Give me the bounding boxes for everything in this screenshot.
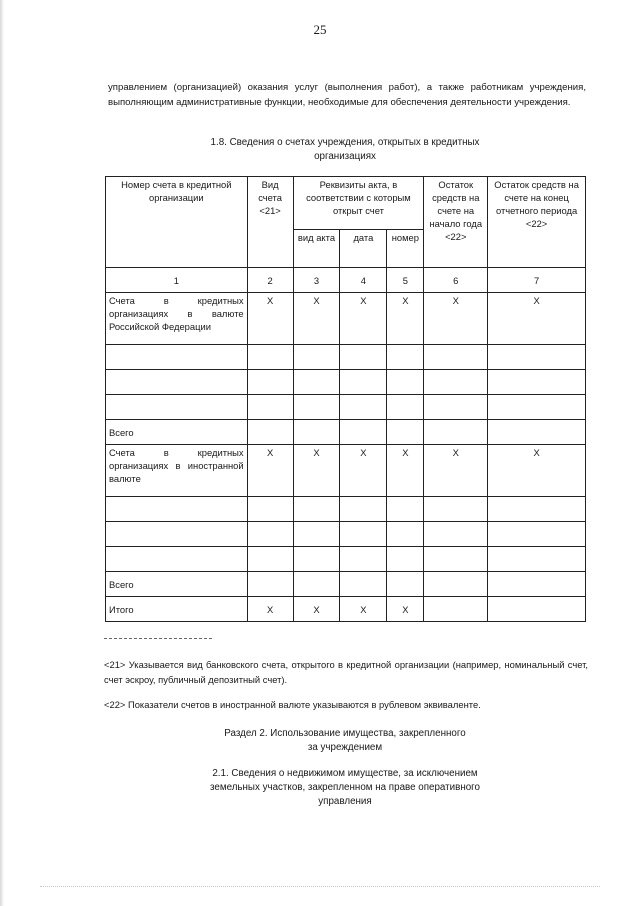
row-label-total: Всего: [106, 420, 248, 445]
mark-x: X: [340, 597, 387, 622]
scan-edge-shadow: [0, 0, 4, 906]
section-1-8-title-line2: организациях: [314, 151, 376, 162]
mark-x: X: [293, 293, 340, 345]
mark-x: X: [424, 293, 488, 345]
table-row-total-foreign: [106, 572, 586, 597]
accounts-table: [105, 176, 586, 622]
table-row-empty: [106, 522, 586, 547]
mark-x: X: [340, 445, 387, 497]
row-label-total: Всего: [106, 572, 248, 597]
table-header-row: [106, 177, 586, 230]
mark-x: X: [340, 293, 387, 345]
table-row-russian-accounts: [106, 293, 586, 345]
page-number: 25: [313, 22, 327, 37]
col-number: 2: [247, 268, 293, 293]
column-numbers-row: [106, 268, 586, 293]
header-balance-end: Остаток средств на счете на конец отчетного периода <22>: [488, 177, 586, 268]
mark-x: X: [424, 445, 488, 497]
row-label-foreign: Счета в кредитных организациях в иностранной валюте: [106, 445, 248, 497]
mark-x: X: [247, 293, 293, 345]
section-1-8-title-line1: 1.8. Сведения о счетах учреждения, открытых в кредитных: [210, 137, 480, 148]
mark-x: X: [387, 293, 424, 345]
table-row-empty: [106, 395, 586, 420]
table-row-empty: [106, 497, 586, 522]
mark-x: X: [293, 597, 340, 622]
section-2-1-title-line2: земельных участков, закрепленном на праве оперативного: [210, 782, 480, 793]
row-label-grand-total: Итого: [106, 597, 248, 622]
section-2-title: [140, 727, 550, 755]
header-balance-start: Остаток средств на счете на начало года <22>: [424, 177, 488, 268]
col-number: 5: [387, 268, 424, 293]
footnote-21: <21> Указывается вид банковского счета, открытого в кредитной организации (например, номинальный счет, счет эскроу, публичный депозитный счет).: [104, 659, 588, 685]
mark-x: X: [488, 445, 586, 497]
header-act-type: вид акта: [293, 230, 340, 268]
table-row-foreign-accounts: [106, 445, 586, 497]
section-2-title-line1: Раздел 2. Использование имущества, закрепленного: [224, 728, 466, 739]
scan-bottom-artifact: [40, 886, 600, 887]
footnote-22: <22> Показатели счетов в иностранной валюте указываются в рублевом эквиваленте.: [104, 699, 481, 710]
mark-x: X: [488, 293, 586, 345]
col-number: 1: [106, 268, 248, 293]
col-number: 3: [293, 268, 340, 293]
section-2-1-title-line1: 2.1. Сведения о недвижимом имуществе, за исключением: [212, 768, 478, 779]
intro-paragraph: управлением (организацией) оказания услуг (выполнения работ), а также работникам учреждения, выполняющим административные функции, необходимые для обеспечения деятельности учреждения.: [108, 82, 586, 108]
col-number: 7: [488, 268, 586, 293]
table-row-empty: [106, 370, 586, 395]
footnote-separator: [104, 638, 212, 639]
header-act-date: дата: [340, 230, 387, 268]
table-row-grand-total: [106, 597, 586, 622]
table-row-empty: [106, 547, 586, 572]
mark-x: X: [387, 445, 424, 497]
mark-x: X: [247, 445, 293, 497]
section-1-8-title: [140, 136, 550, 164]
section-2-1-title: [140, 767, 550, 809]
table-row-empty: [106, 345, 586, 370]
header-act-number: номер: [387, 230, 424, 268]
section-2-1-title-line3: управления: [318, 796, 372, 807]
section-2-title-line2: за учреждением: [307, 742, 383, 753]
mark-x: X: [293, 445, 340, 497]
mark-x: X: [247, 597, 293, 622]
header-act-details: Реквизиты акта, в соответствии с которым открыт счет: [293, 177, 424, 230]
col-number: 4: [340, 268, 387, 293]
header-account-number: Номер счета в кредитной организации: [106, 177, 248, 268]
mark-x: X: [387, 597, 424, 622]
header-account-type: Вид счета <21>: [247, 177, 293, 268]
col-number: 6: [424, 268, 488, 293]
table-row-total-russian: [106, 420, 586, 445]
row-label-russian: Счета в кредитных организациях в валюте Российской Федерации: [106, 293, 248, 345]
